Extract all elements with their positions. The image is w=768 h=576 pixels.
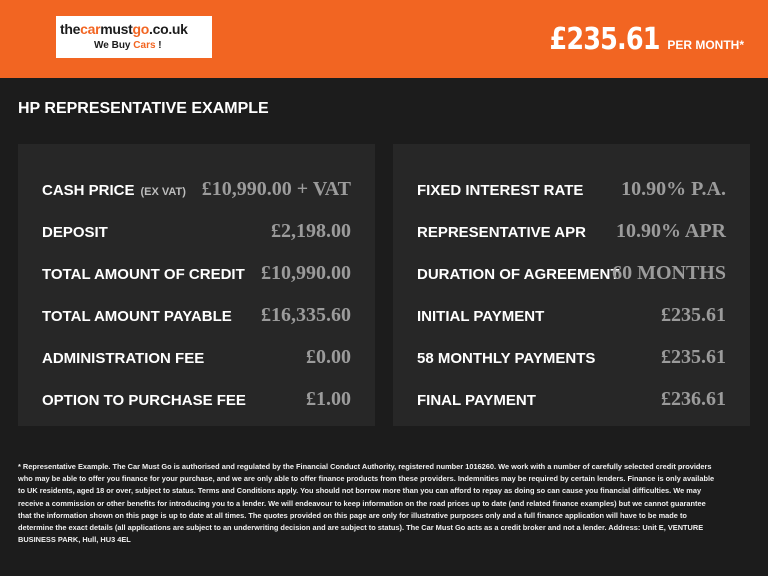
finance-row-interest-rate	[393, 176, 750, 206]
logo-wordmark: thecarmustgo.co.uk	[60, 21, 188, 37]
finance-row-cash-price	[18, 176, 375, 206]
row-value: £10,990.00 + VAT	[201, 178, 351, 200]
monthly-price: £235.61	[549, 22, 660, 57]
per-month-label: PER MONTH*	[667, 38, 744, 52]
logo-tagline: We Buy Cars !	[94, 40, 162, 51]
finance-row-initial-payment	[393, 302, 750, 332]
row-value: £2,198.00	[271, 220, 351, 242]
row-value: £235.61	[661, 346, 726, 368]
finance-row-final-payment	[393, 386, 750, 416]
finance-panel-left	[18, 144, 375, 426]
row-label: FINAL PAYMENT	[417, 392, 536, 409]
row-label: TOTAL AMOUNT OF CREDIT	[42, 266, 245, 283]
legal-footnote: * Representative Example. The Car Must Go is authorised and regulated by the Financial Conduct Authority, registered number 1016260. We work with a number of carefully selected credit providers who may be able to offer you finance for your purchase, and we are only able to offer finance products from these providers. Indemnities may be required by certain lenders. Finance is only available to UK residents, aged 18 or over, subject to status. Terms and Conditions apply. You should not borrow more than you can afford to repay as doing so can cause you financial difficulties. We may receive a commission or other benefits for introducing you to a lender. We will endeavour to keep information on the road prices up to date (and related finance examples) but we cannot guarantee that the information shown on this page is up to date at all times. The quotes provided on this page are only for illustrative purposes only and a full finance application will have to be made to determine the exact details (all applications are subject to an underwriting decision and are subject to status). The Car Must Go acts as a credit broker and not a lender. Address: Unit E, VENTURE BUSINESS PARK, Hull, HU3 4EL	[18, 462, 715, 545]
row-label: OPTION TO PURCHASE FEE	[42, 392, 246, 409]
row-label: CASH PRICE	[42, 182, 135, 199]
finance-example-section	[0, 78, 768, 443]
row-label: ADMINISTRATION FEE	[42, 350, 205, 367]
row-value: £235.61	[661, 304, 726, 326]
header-bar	[0, 0, 768, 78]
row-value: £0.00	[306, 346, 351, 368]
finance-row-duration	[393, 260, 750, 290]
row-value: £16,335.60	[261, 304, 351, 326]
row-label: DURATION OF AGREEMENT	[417, 266, 620, 283]
row-label: FIXED INTEREST RATE	[417, 182, 584, 199]
row-label: REPRESENTATIVE APR	[417, 224, 586, 241]
row-label: INITIAL PAYMENT	[417, 308, 545, 325]
row-value: 60 MONTHS	[612, 262, 726, 284]
row-value: £10,990.00	[261, 262, 351, 284]
section-title: HP REPRESENTATIVE EXAMPLE	[18, 100, 269, 117]
finance-panel-right	[393, 144, 750, 426]
row-sublabel: (EX VAT)	[140, 186, 186, 198]
finance-row-total-credit	[18, 260, 375, 290]
row-label: 58 MONTHLY PAYMENTS	[417, 350, 596, 367]
row-label: DEPOSIT	[42, 224, 108, 241]
row-label: TOTAL AMOUNT PAYABLE	[42, 308, 232, 325]
finance-row-total-payable	[18, 302, 375, 332]
finance-row-deposit	[18, 218, 375, 248]
finance-row-apr	[393, 218, 750, 248]
finance-row-option-fee	[18, 386, 375, 416]
row-value: £236.61	[661, 388, 726, 410]
row-value: £1.00	[306, 388, 351, 410]
row-value: 10.90% APR	[616, 220, 726, 242]
finance-row-admin-fee	[18, 344, 375, 374]
footer	[0, 443, 768, 576]
brand-logo[interactable]	[56, 16, 212, 58]
row-value: 10.90% P.A.	[621, 178, 726, 200]
finance-row-monthly-payments	[393, 344, 750, 374]
